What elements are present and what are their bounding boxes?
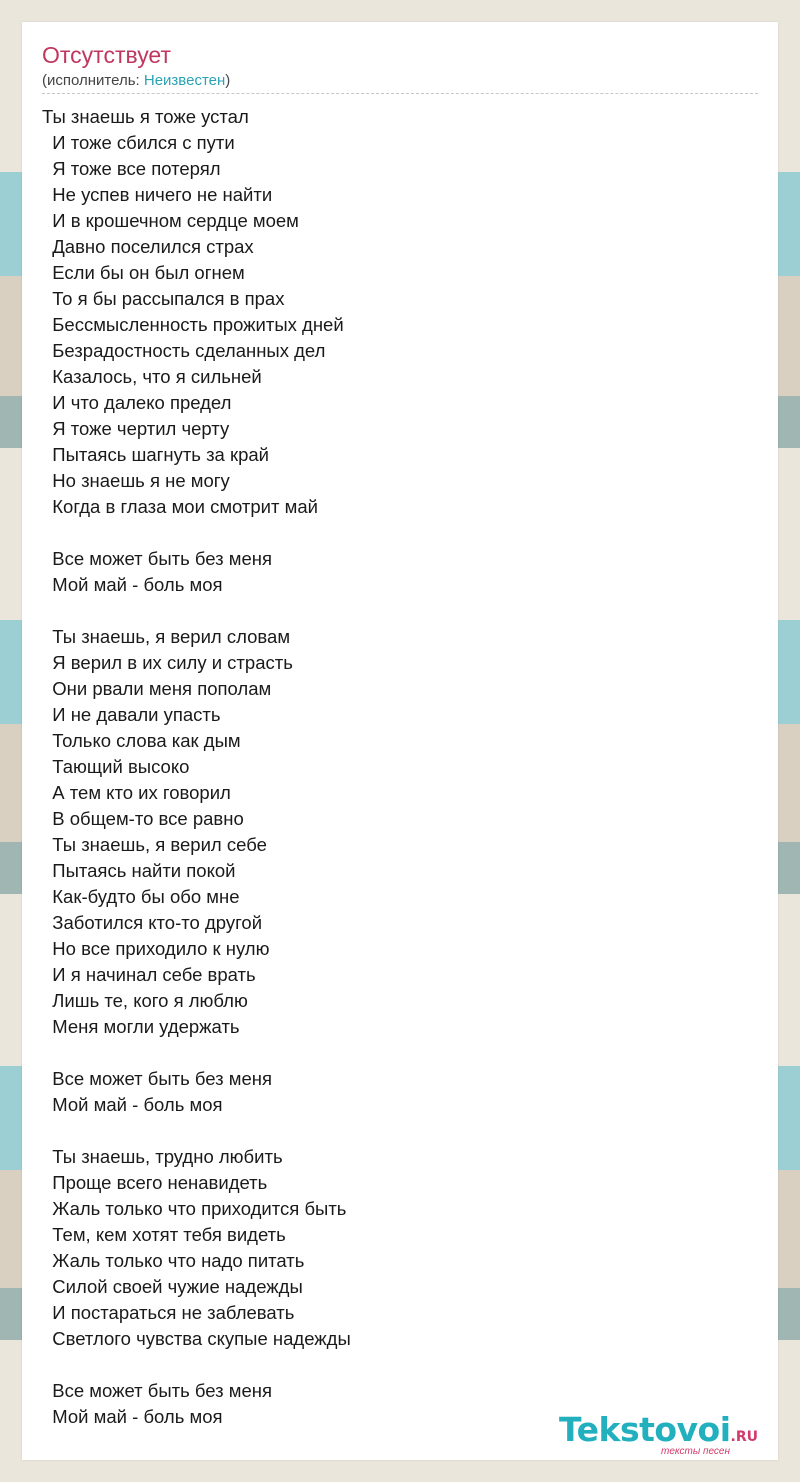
lyric-line: Все может быть без меня bbox=[42, 1068, 273, 1089]
lyrics-text bbox=[42, 104, 742, 1430]
lyric-line bbox=[42, 1040, 742, 1066]
lyric-line: Ты знаешь я тоже устал bbox=[42, 106, 249, 127]
lyric-line: И не давали упасть bbox=[42, 704, 221, 725]
logo-name: Tekstovoi bbox=[558, 1410, 731, 1449]
lyric-line: Жаль только что надо питать bbox=[42, 1250, 305, 1271]
song-title: Отсутствует bbox=[42, 42, 171, 68]
lyric-line bbox=[42, 1352, 742, 1378]
lyric-line bbox=[42, 598, 742, 624]
lyric-line: Давно поселился страх bbox=[42, 236, 254, 257]
title-divider bbox=[42, 93, 758, 94]
lyric-line: Я тоже все потерял bbox=[42, 158, 221, 179]
site-logo[interactable] bbox=[558, 1410, 768, 1457]
lyric-line: Бессмысленность прожитых дней bbox=[42, 314, 344, 335]
lyric-line: Все может быть без меня bbox=[42, 548, 273, 569]
lyric-line: Они рвали меня пополам bbox=[42, 678, 272, 699]
lyric-line: Ты знаешь, я верил себе bbox=[42, 834, 267, 855]
lyric-line: Заботился кто-то другой bbox=[42, 912, 263, 933]
artist-prefix: (исполнитель: bbox=[42, 72, 144, 89]
lyric-line: Ты знаешь, я верил словам bbox=[42, 626, 291, 647]
lyrics-card bbox=[22, 22, 778, 1460]
lyric-line: Пытаясь найти покой bbox=[42, 860, 236, 881]
logo-wordmark bbox=[559, 1410, 758, 1449]
lyric-line: Безрадостность сделанных дел bbox=[42, 340, 326, 361]
lyric-line: Жаль только что приходится быть bbox=[42, 1198, 347, 1219]
lyric-line: Если бы он был огнем bbox=[42, 262, 245, 283]
lyric-line: И в крошечном сердце моем bbox=[42, 210, 299, 231]
lyric-line: Как-будто бы обо мне bbox=[42, 886, 240, 907]
lyric-line: Мой май - боль моя bbox=[42, 1094, 223, 1115]
lyric-line: И тоже сбился с пути bbox=[42, 132, 235, 153]
lyric-line: Мой май - боль моя bbox=[42, 1406, 223, 1427]
lyric-line: Только слова как дым bbox=[42, 730, 241, 751]
lyric-line: Ты знаешь, трудно любить bbox=[42, 1146, 283, 1167]
lyric-line: Мой май - боль моя bbox=[42, 574, 223, 595]
artist-link[interactable]: Неизвестен bbox=[143, 72, 226, 89]
lyric-line: Не успев ничего не найти bbox=[42, 184, 273, 205]
lyric-line: Силой своей чужие надежды bbox=[42, 1276, 303, 1297]
lyric-line: И что далеко предел bbox=[42, 392, 232, 413]
logo-tld: .RU bbox=[730, 1429, 758, 1445]
lyric-line: Когда в глаза мои смотрит май bbox=[42, 496, 318, 517]
lyric-line bbox=[42, 520, 742, 546]
lyric-line: И я начинал себе врать bbox=[42, 964, 256, 985]
lyric-line: Тающий высоко bbox=[42, 756, 190, 777]
lyric-line: Но все приходило к нулю bbox=[42, 938, 270, 959]
lyric-line: Светлого чувства скупые надежды bbox=[42, 1328, 351, 1349]
lyric-line: В общем-то все равно bbox=[42, 808, 244, 829]
lyric-line: Тем, кем хотят тебя видеть bbox=[42, 1224, 286, 1245]
lyric-line: Пытаясь шагнуть за край bbox=[42, 444, 269, 465]
artist-line bbox=[42, 72, 230, 89]
artist-suffix: ) bbox=[225, 72, 231, 89]
lyric-line: То я бы рассыпался в прах bbox=[42, 288, 285, 309]
lyric-line: Лишь те, кого я люблю bbox=[42, 990, 248, 1011]
lyric-line: Все может быть без меня bbox=[42, 1380, 273, 1401]
lyric-line: Я тоже чертил черту bbox=[42, 418, 230, 439]
lyric-line: Я верил в их силу и страсть bbox=[42, 652, 293, 673]
lyric-line: Проще всего ненавидеть bbox=[42, 1172, 268, 1193]
lyric-line: Но знаешь я не могу bbox=[42, 470, 230, 491]
lyric-line: И постараться не заблевать bbox=[42, 1302, 295, 1323]
lyric-line: Меня могли удержать bbox=[42, 1016, 240, 1037]
lyric-line bbox=[42, 1118, 742, 1144]
lyric-line: Казалось, что я сильней bbox=[42, 366, 262, 387]
lyric-line: А тем кто их говорил bbox=[42, 782, 231, 803]
logo-tagline: тексты песен bbox=[661, 1446, 730, 1457]
